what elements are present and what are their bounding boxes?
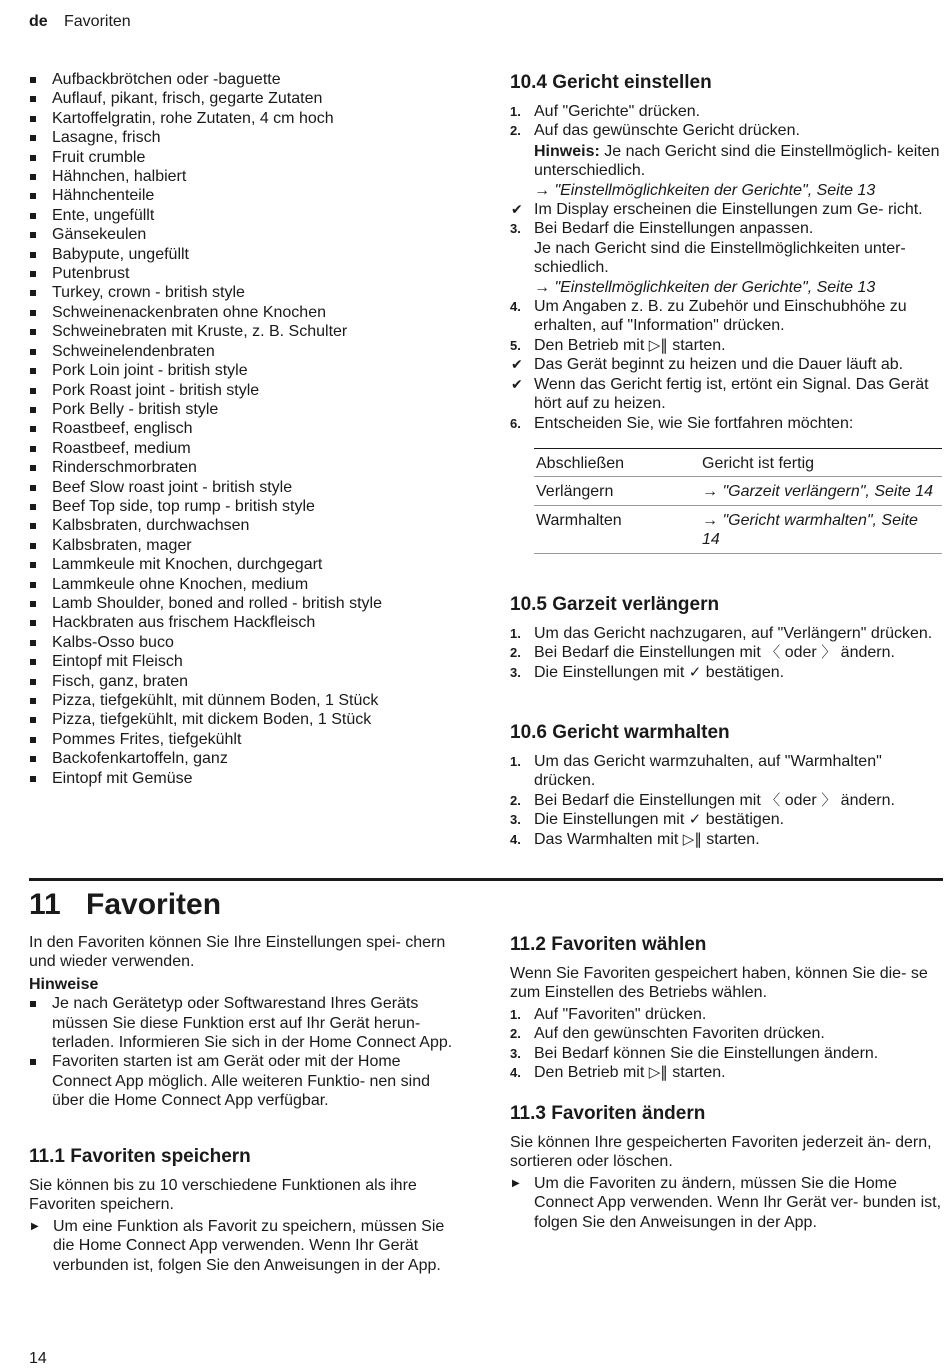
dish-list-item <box>29 128 489 147</box>
step-item <box>510 663 944 682</box>
bullet-square <box>30 407 36 413</box>
play-pause-icon: ▷‖ <box>648 1063 668 1082</box>
bullet-square <box>30 349 36 355</box>
hint-item <box>29 994 461 1052</box>
step-number: 1. <box>510 626 521 641</box>
chapter-title <box>29 886 221 924</box>
chevron-right-icon: 〉 <box>821 643 837 662</box>
section-text: Wenn Sie Favoriten gespeichert haben, können Sie die- se zum Einstellen des Betriebs wählen. <box>510 965 928 1002</box>
step-list <box>510 102 944 433</box>
cross-reference-text: "Garzeit verlängern", Seite 14 <box>722 483 934 501</box>
step-note: Je nach Gericht sind die Einstellmöglichkeiten unter- schiedlich. <box>534 239 906 277</box>
dish-name: Roastbeef, medium <box>52 439 191 457</box>
result-item <box>510 355 944 374</box>
page-number: 14 <box>29 1350 47 1367</box>
dish-list-item <box>29 322 489 341</box>
dish-name: Pork Roast joint - british style <box>52 381 260 399</box>
chapter-divider <box>29 878 943 881</box>
chevron-right-icon: 〉 <box>821 790 837 809</box>
dish-list-item <box>29 633 489 652</box>
dish-name: Schweinenackenbraten ohne Knochen <box>52 303 326 321</box>
action-item <box>510 1174 944 1232</box>
dish-name: Babypute, ungefüllt <box>52 245 189 263</box>
step-number: 2. <box>510 123 521 139</box>
bullet-square <box>30 213 36 219</box>
step-item <box>510 643 944 662</box>
step-text-a: Die Einstellungen mit <box>534 663 685 681</box>
dish-list-item <box>29 672 489 691</box>
dish-list-item <box>29 710 489 729</box>
step-list <box>510 752 944 849</box>
dish-name: Lamb Shoulder, boned and rolled - british style <box>52 594 382 612</box>
hint-text: Je nach Gerätetyp oder Softwarestand Ihres Geräts müssen Sie diese Funktion erst auf Ihr Gerät herun- terladen. Informieren Sie sich in der Home Connect App. <box>52 995 453 1052</box>
action-list <box>29 1217 461 1275</box>
dish-name: Pork Loin joint - british style <box>52 362 248 380</box>
dish-name: Hackbraten aus frischem Hackfleisch <box>52 614 316 632</box>
step-text: Auf den gewünschten Favoriten drücken. <box>534 1025 825 1043</box>
dish-name: Pommes Frites, tiefgekühlt <box>52 730 242 748</box>
step-item <box>510 1044 944 1063</box>
dish-list-item <box>29 478 489 497</box>
dish-name: Schweinelendenbraten <box>52 342 215 360</box>
dish-name: Lammkeule mit Knochen, durchgegart <box>52 556 323 574</box>
section-11-1 <box>29 1145 461 1275</box>
dish-name: Kalbsbraten, mager <box>52 536 192 554</box>
dish-list-item <box>29 516 489 535</box>
section-heading: 10.6 Gericht warmhalten <box>510 722 730 743</box>
step-number: 2. <box>510 645 521 661</box>
dish-name: Eintopf mit Gemüse <box>52 769 193 787</box>
dish-name: Lammkeule ohne Knochen, medium <box>52 575 309 593</box>
dish-name: Pizza, tiefgekühlt, mit dickem Boden, 1 Stück <box>52 711 372 729</box>
step-text-c: ändern. <box>840 644 895 662</box>
cross-reference[interactable] <box>534 181 944 200</box>
dish-name: Pork Belly - british style <box>52 400 219 418</box>
dish-list-item <box>29 264 489 283</box>
table-cell-action: Verlängern <box>536 483 614 501</box>
bullet-square <box>30 135 36 141</box>
dish-name: Schweinebraten mit Kruste, z. B. Schulter <box>52 323 348 341</box>
bullet-square <box>30 368 36 374</box>
step-item <box>510 219 944 297</box>
step-text-b: starten. <box>706 830 760 848</box>
step-text: Auf das gewünschte Gericht drücken. <box>534 122 800 140</box>
step-text: Um Angaben z. B. zu Zubehör und Einschubhöhe zu erhalten, auf "Information" drücken. <box>534 298 907 335</box>
triangle-bullet-icon: ▶ <box>512 1177 520 1189</box>
dish-list-item <box>29 594 489 613</box>
bullet-square <box>30 252 36 258</box>
dish-name: Eintopf mit Fleisch <box>52 653 183 671</box>
section-11-2 <box>510 933 944 1082</box>
dish-list-item <box>29 400 489 419</box>
dish-name: Auflauf, pikant, frisch, gegarte Zutaten <box>52 90 323 108</box>
step-text-b: bestätigen. <box>705 663 785 681</box>
dish-list-item <box>29 749 489 768</box>
table-cell-effect: Gericht ist fertig <box>702 454 815 472</box>
bullet-square <box>30 640 36 646</box>
step-number: 3. <box>510 812 521 828</box>
table-cell-action: Warmhalten <box>536 511 622 529</box>
bullet-square <box>30 193 36 199</box>
hint-label: Hinweis: <box>534 142 600 160</box>
dish-name: Turkey, crown - british style <box>52 284 245 302</box>
bullet-square <box>30 504 36 510</box>
dish-list-item <box>29 730 489 749</box>
bullet-square <box>30 232 36 238</box>
step-number: 3. <box>510 664 521 680</box>
dish-name: Hähnchen, halbiert <box>52 168 187 186</box>
dish-name: Kalbs-Osso buco <box>52 633 174 651</box>
dish-name: Pizza, tiefgekühlt, mit dünnem Boden, 1 Stück <box>52 692 379 709</box>
step-number: 4. <box>510 831 521 847</box>
intro-text: In den Favoriten können Sie Ihre Einstellungen spei- chern und wieder verwenden. <box>29 934 446 971</box>
step-item <box>510 1063 944 1082</box>
dish-list-item <box>29 283 489 302</box>
step-text: Um das Gericht nachzugaren, auf "Verlängern" drücken. <box>534 625 933 642</box>
bullet-square <box>30 776 36 782</box>
bullet-square <box>30 465 36 471</box>
bullet-square <box>30 523 36 529</box>
result-text: Wenn das Gericht fertig ist, ertönt ein Signal. Das Gerät hört auf zu heizen. <box>534 375 929 413</box>
bullet-square <box>30 620 36 626</box>
step-text-b: starten. <box>672 336 726 354</box>
action-item <box>29 1217 461 1275</box>
chapter-number: 11 <box>29 888 61 921</box>
cross-reference-text: "Gericht warmhalten", Seite 14 <box>702 511 918 549</box>
dish-list-item <box>29 70 489 89</box>
step-item <box>510 830 944 849</box>
dish-name: Fruit crumble <box>52 148 146 166</box>
step-text-a: Den Betrieb mit <box>534 336 645 354</box>
bullet-square <box>30 737 36 743</box>
section-text: Sie können bis zu 10 verschiedene Funktionen als ihre Favoriten speichern. <box>29 1177 417 1214</box>
result-item <box>510 200 944 219</box>
bullet-square <box>30 155 36 161</box>
dish-name: Fisch, ganz, braten <box>52 672 189 690</box>
step-text: Entscheiden Sie, wie Sie fortfahren möchten: <box>534 414 854 432</box>
dish-name: Kalbsbraten, durchwachsen <box>52 517 250 535</box>
step-text: Auf "Favoriten" drücken. <box>534 1005 707 1023</box>
dish-list-item <box>29 497 489 516</box>
arrow-right-icon: → <box>534 181 550 199</box>
dish-list-item <box>29 691 489 710</box>
step-text-b: oder <box>784 791 817 809</box>
bullet-square <box>30 659 36 665</box>
dish-list-item <box>29 186 489 205</box>
dish-name: Beef Slow roast joint - british style <box>52 478 293 496</box>
dish-list-item <box>29 303 489 322</box>
dish-name: Ente, ungefüllt <box>52 206 155 224</box>
hint-note <box>534 142 944 181</box>
hint-text: Je nach Gericht sind die Einstellmöglich- keiten unterschiedlich. <box>534 142 940 180</box>
dish-list-item <box>29 167 489 186</box>
dish-name: Putenbrust <box>52 265 130 283</box>
bullet-square <box>30 485 36 491</box>
bullet-square <box>30 698 36 704</box>
bullet-square <box>30 756 36 762</box>
bullet-square <box>30 116 36 122</box>
dish-list-item <box>29 652 489 671</box>
bullet-square <box>30 582 36 588</box>
step-text: Um das Gericht warmzuhalten, auf "Warmhalten" drücken. <box>534 753 882 790</box>
step-item <box>510 414 944 433</box>
dish-name: Backofenkartoffeln, ganz <box>52 750 228 768</box>
bullet-square <box>30 562 36 568</box>
dish-name: Lasagne, frisch <box>52 129 161 147</box>
bullet-square <box>30 290 36 296</box>
step-number: 1. <box>510 1006 521 1022</box>
section-heading: 11.3 Favoriten ändern <box>510 1103 706 1124</box>
step-text: Bei Bedarf die Einstellungen anpassen. <box>534 220 814 238</box>
step-number: 1. <box>510 754 521 769</box>
step-text-b: bestätigen. <box>705 811 785 829</box>
bullet-square <box>30 329 36 335</box>
section-heading: 11.2 Favoriten wählen <box>510 934 707 955</box>
step-item <box>510 752 944 791</box>
dish-name: Gänsekeulen <box>52 226 147 244</box>
section-heading: 10.5 Garzeit verlängern <box>510 594 720 615</box>
step-number: 1. <box>510 104 521 119</box>
step-item <box>510 336 944 355</box>
step-list <box>510 624 944 682</box>
hint-text: Favoriten starten ist am Gerät oder mit der Home Connect App möglich. Alle weiteren Funktio- nen sind über die Home Connect App verfügbar. <box>52 1053 430 1110</box>
section-11-3 <box>510 1102 944 1232</box>
step-number: 4. <box>510 1065 521 1081</box>
checkmark-icon: ✓ <box>688 662 702 681</box>
dish-list-item <box>29 109 489 128</box>
bullet-square <box>30 426 36 432</box>
dish-name: Hähnchenteile <box>52 187 155 205</box>
action-text: Um eine Funktion als Favorit zu speichern, müssen Sie die Home Connect App verwenden. Wenn Ihr Gerät verbunden ist, folgen Sie den Anweisungen in der App. <box>53 1217 445 1274</box>
triangle-bullet-icon: ▶ <box>31 1220 39 1232</box>
step-item <box>510 121 944 200</box>
table-row <box>534 448 942 476</box>
table-cell-ref[interactable] <box>700 477 942 505</box>
result-item <box>510 375 944 414</box>
language-code: de <box>29 13 48 30</box>
table-cell-ref[interactable] <box>700 505 942 553</box>
dish-name: Beef Top side, top rump - british style <box>52 497 315 515</box>
play-pause-icon: ▷‖ <box>648 335 668 354</box>
dish-list-item <box>29 245 489 264</box>
hints-label: Hinweise <box>29 975 99 993</box>
checkmark-icon: ✓ <box>688 810 702 829</box>
step-item <box>510 624 944 643</box>
bullet-square <box>30 388 36 394</box>
table-cell-action: Abschließen <box>536 454 625 472</box>
step-text-a: Bei Bedarf die Einstellungen mit <box>534 791 761 809</box>
step-number: 3. <box>510 1045 521 1061</box>
bullet-square <box>30 543 36 549</box>
chevron-left-icon: 〈 <box>765 643 781 662</box>
bullet-square <box>30 601 36 607</box>
running-header-title: Favoriten <box>64 13 131 30</box>
step-text-c: ändern. <box>840 791 895 809</box>
check-result-icon: ✔ <box>511 375 523 392</box>
dish-list-item <box>29 148 489 167</box>
action-list <box>510 1174 944 1232</box>
section-heading: 10.4 Gericht einstellen <box>510 72 712 93</box>
step-text-a: Bei Bedarf die Einstellungen mit <box>534 644 761 662</box>
arrow-right-icon: → <box>534 278 550 296</box>
arrow-right-icon: → <box>702 511 723 529</box>
dish-list-item <box>29 361 489 380</box>
step-text-a: Das Warmhalten mit <box>534 830 679 848</box>
dish-list-item <box>29 342 489 361</box>
step-item <box>510 810 944 829</box>
step-number: 5. <box>510 337 521 353</box>
bullet-square <box>30 271 36 277</box>
step-text: Bei Bedarf können Sie die Einstellungen ändern. <box>534 1044 879 1062</box>
bullet-square <box>30 174 36 180</box>
step-number: 3. <box>510 221 521 237</box>
step-number: 2. <box>510 1026 521 1042</box>
step-text-a: Die Einstellungen mit <box>534 811 685 829</box>
step-list <box>510 1005 944 1083</box>
step-number: 4. <box>510 299 521 315</box>
check-result-icon: ✔ <box>511 201 523 218</box>
dish-list <box>29 70 489 788</box>
bullet-square <box>30 717 36 723</box>
step-item <box>510 1005 944 1024</box>
chapter-intro <box>29 933 461 1111</box>
bullet-square <box>30 96 36 102</box>
dish-name: Kartoffelgratin, rohe Zutaten, 4 cm hoch <box>52 109 334 127</box>
chevron-left-icon: 〈 <box>765 790 781 809</box>
step-item <box>510 297 944 336</box>
chapter-name: Favoriten <box>86 888 222 921</box>
step-text-b: oder <box>784 644 817 662</box>
step-number: 2. <box>510 792 521 808</box>
dish-name: Aufbackbrötchen oder -baguette <box>52 71 281 88</box>
play-pause-icon: ▷‖ <box>682 829 702 848</box>
dish-list-item <box>29 206 489 225</box>
result-text: Im Display erscheinen die Einstellungen zum Ge- richt. <box>534 201 923 219</box>
step-text: Auf "Gerichte" drücken. <box>534 103 701 120</box>
step-item <box>510 791 944 810</box>
dish-list-item <box>29 89 489 108</box>
dish-name: Rinderschmorbraten <box>52 459 197 477</box>
step-text-a: Den Betrieb mit <box>534 1064 645 1082</box>
bullet-square <box>30 446 36 452</box>
dish-list-item <box>29 769 489 788</box>
dish-list-item <box>29 536 489 555</box>
cross-reference-text: "Einstellmöglichkeiten der Gerichte", Seite 13 <box>554 181 876 199</box>
dish-list-item <box>29 555 489 574</box>
bullet-square <box>30 310 36 316</box>
step-item <box>510 102 944 121</box>
table-row <box>534 505 942 553</box>
result-text: Das Gerät beginnt zu heizen und die Dauer läuft ab. <box>534 356 904 374</box>
dish-list-item <box>29 575 489 594</box>
dish-list-item <box>29 458 489 477</box>
section-text: Sie können Ihre gespeicherten Favoriten jederzeit än- dern, sortieren oder löschen. <box>510 1134 932 1171</box>
action-text: Um die Favoriten zu ändern, müssen Sie die Home Connect App verwenden. Wenn Ihr Gerät ver- bunden ist, folgen Sie den Anweisungen in der App. <box>534 1174 942 1231</box>
bullet-square <box>30 1001 36 1007</box>
options-table <box>534 448 942 554</box>
dish-list-item <box>29 439 489 458</box>
dish-name: Roastbeef, englisch <box>52 420 193 438</box>
section-heading: 11.1 Favoriten speichern <box>29 1146 251 1167</box>
section-10-6 <box>510 721 944 849</box>
bullet-square <box>30 1059 36 1065</box>
section-10-4 <box>510 71 944 554</box>
dish-list-item <box>29 381 489 400</box>
bullet-square <box>30 679 36 685</box>
dish-list-item <box>29 225 489 244</box>
step-number: 6. <box>510 415 521 431</box>
step-text-b: starten. <box>672 1064 726 1082</box>
step-item <box>510 1024 944 1043</box>
table-row <box>534 477 942 505</box>
hint-list <box>29 994 461 1110</box>
hint-item <box>29 1052 461 1110</box>
arrow-right-icon: → <box>702 483 723 501</box>
bullet-square <box>30 77 36 83</box>
check-result-icon: ✔ <box>511 356 523 373</box>
cross-reference-text: "Einstellmöglichkeiten der Gerichte", Seite 13 <box>554 278 876 296</box>
dish-list-item <box>29 613 489 632</box>
dish-list-item <box>29 419 489 438</box>
section-10-5 <box>510 593 944 682</box>
cross-reference[interactable] <box>534 278 944 297</box>
